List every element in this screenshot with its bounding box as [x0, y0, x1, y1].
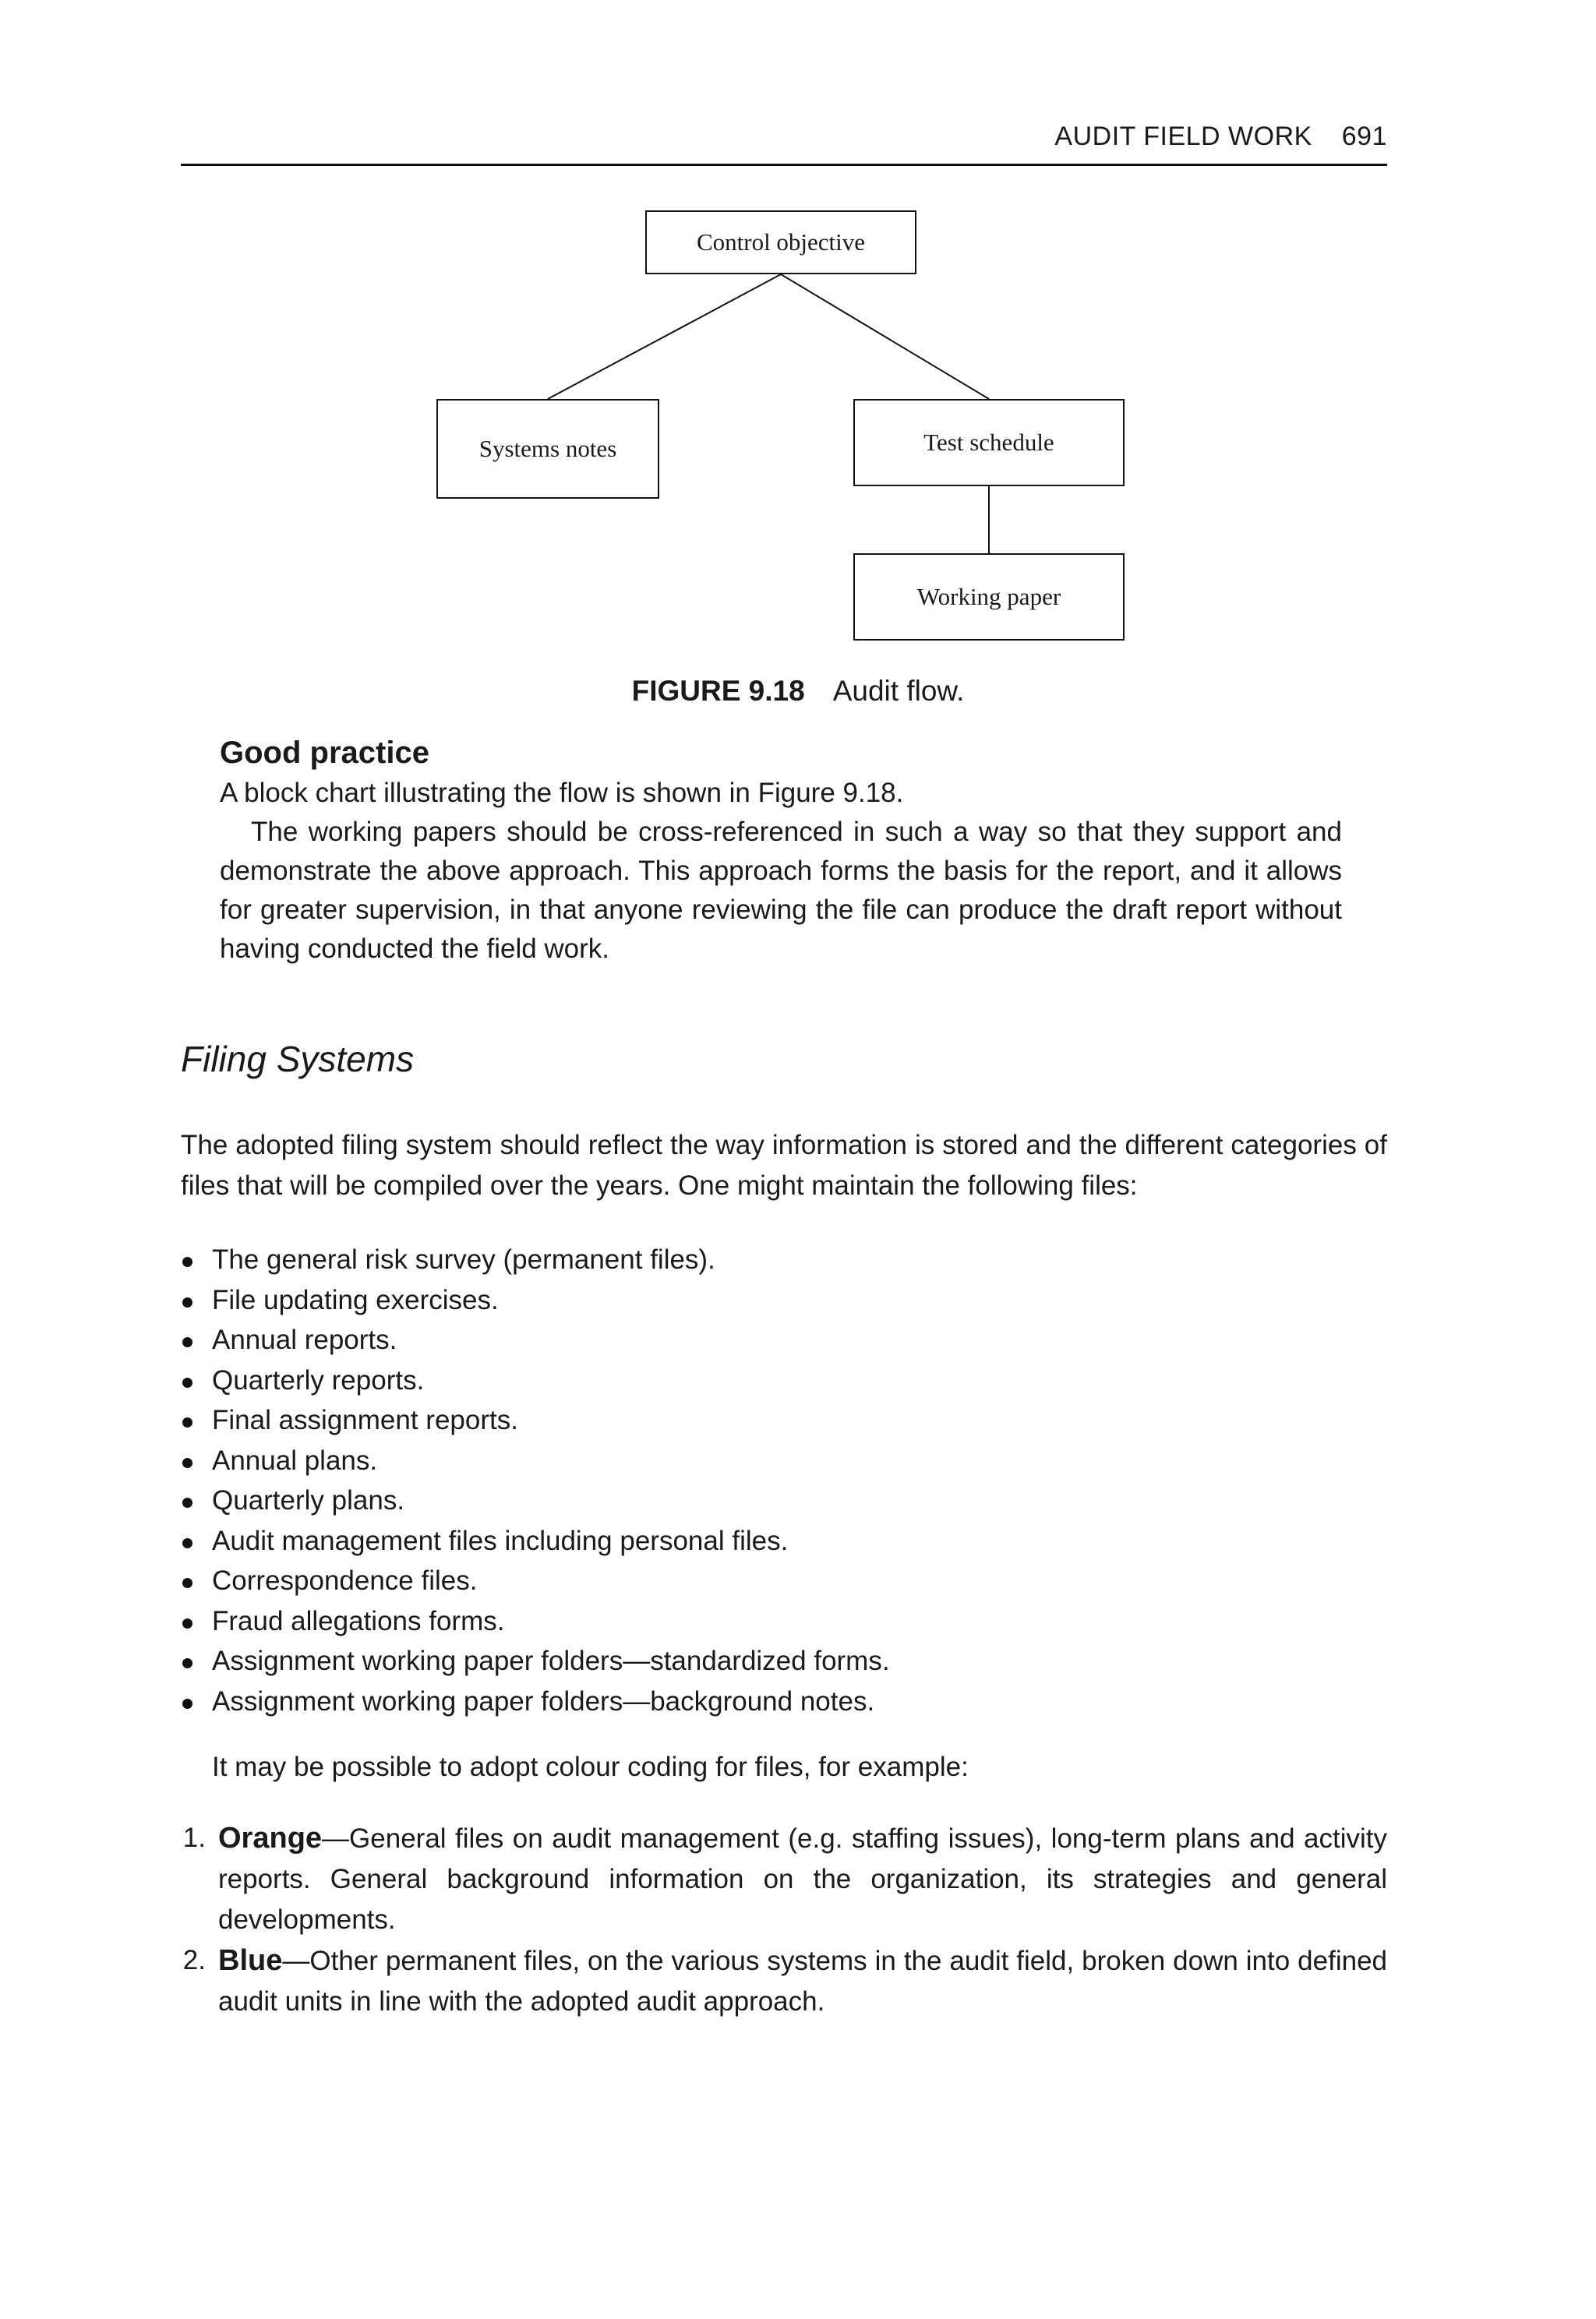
systems-notes-box: Systems notes [436, 399, 659, 499]
good-practice-paragraph: The working papers should be cross-referenced in such a way so that they support and demonstrate the above approach. This approach forms the basis for the report, and it allows for greater supervision, in that anyone reviewing the file can produce the draft report without having conducted the field work. [220, 817, 1342, 964]
list-item-text: Fraud allegations forms. [212, 1605, 505, 1636]
colour-coding-list [162, 1818, 1387, 2022]
connector-control-systems [548, 274, 781, 399]
item-number: 2. [182, 1945, 206, 1975]
diagram-connectors [0, 0, 1596, 701]
list-item [181, 1280, 1387, 1321]
bullet-icon [182, 1498, 192, 1508]
bullet-icon [182, 1458, 192, 1468]
bullet-icon [182, 1618, 192, 1629]
list-item [181, 1521, 1387, 1562]
list-item [181, 1682, 1387, 1722]
list-item [181, 1561, 1387, 1601]
test-schedule-box: Test schedule [853, 399, 1125, 486]
good-practice-heading: Good practice [220, 736, 429, 770]
numbered-item [162, 1940, 1387, 2022]
files-bullet-list [181, 1240, 1387, 1721]
list-item [181, 1481, 1387, 1521]
item-text: —Other permanent files, on the various systems in the audit field, broken down into defined audit units in line with the adopted audit approach. [218, 1946, 1387, 2017]
numbered-item [162, 1818, 1387, 1940]
working-paper-box: Working paper [853, 553, 1125, 641]
bullet-icon [182, 1578, 192, 1588]
item-number: 1. [182, 1823, 206, 1853]
bullet-icon [182, 1699, 192, 1709]
list-item-text: The general risk survey (permanent files). [212, 1244, 715, 1275]
bullet-icon [182, 1257, 192, 1267]
bullet-icon [182, 1658, 192, 1668]
list-item [181, 1601, 1387, 1642]
list-item-text: File updating exercises. [212, 1284, 499, 1315]
bullet-icon [182, 1297, 192, 1308]
list-item [181, 1361, 1387, 1401]
list-item-text: Final assignment reports. [212, 1405, 518, 1435]
list-item-text: Audit management files including personal files. [212, 1525, 789, 1556]
audit-flow-diagram [0, 0, 1596, 701]
connector-control-test [781, 274, 989, 399]
good-practice-block [220, 736, 1342, 969]
bullet-icon [182, 1538, 192, 1548]
list-item-text: Quarterly plans. [212, 1485, 405, 1516]
list-item-text: Assignment working paper folders—standardized forms. [212, 1646, 890, 1676]
figure-caption [0, 675, 1596, 708]
colour-coding-intro: It may be possible to adopt colour coding for files, for example: [212, 1752, 969, 1782]
list-item-text: Quarterly reports. [212, 1364, 425, 1396]
section-intro: The adopted filing system should reflect the way information is stored and the different categories of files that will be compiled over the years. One might maintain the following files: [181, 1130, 1387, 1201]
list-item-text: Correspondence files. [212, 1565, 478, 1596]
good-practice-line: A block chart illustrating the flow is shown in Figure 9.18. [220, 778, 904, 808]
figure-number: FIGURE 9.18 [631, 675, 805, 707]
item-text: —General files on audit management (e.g. staffing issues), long-term plans and activity reports. General background information on the organization, its strategies and general developments. [218, 1823, 1387, 1935]
bullet-icon [182, 1337, 192, 1347]
list-item [181, 1641, 1387, 1682]
section-title: Filing Systems [181, 1039, 415, 1079]
colour-keyword: Blue [218, 1944, 283, 1977]
bullet-icon [182, 1417, 192, 1428]
list-item [181, 1441, 1387, 1481]
list-item-text: Annual plans. [212, 1445, 378, 1476]
list-item [181, 1320, 1387, 1361]
colour-keyword: Orange [218, 1822, 323, 1855]
running-header-title: AUDIT FIELD WORK [1054, 122, 1312, 151]
control-objective-box: Control objective [645, 210, 916, 274]
list-item [181, 1240, 1387, 1280]
list-item-text: Assignment working paper folders—background notes. [212, 1685, 875, 1717]
list-item [181, 1400, 1387, 1441]
figure-caption-text: Audit flow. [832, 675, 965, 707]
list-item-text: Annual reports. [212, 1325, 397, 1355]
page-number: 691 [1341, 122, 1387, 151]
bullet-icon [182, 1378, 192, 1388]
